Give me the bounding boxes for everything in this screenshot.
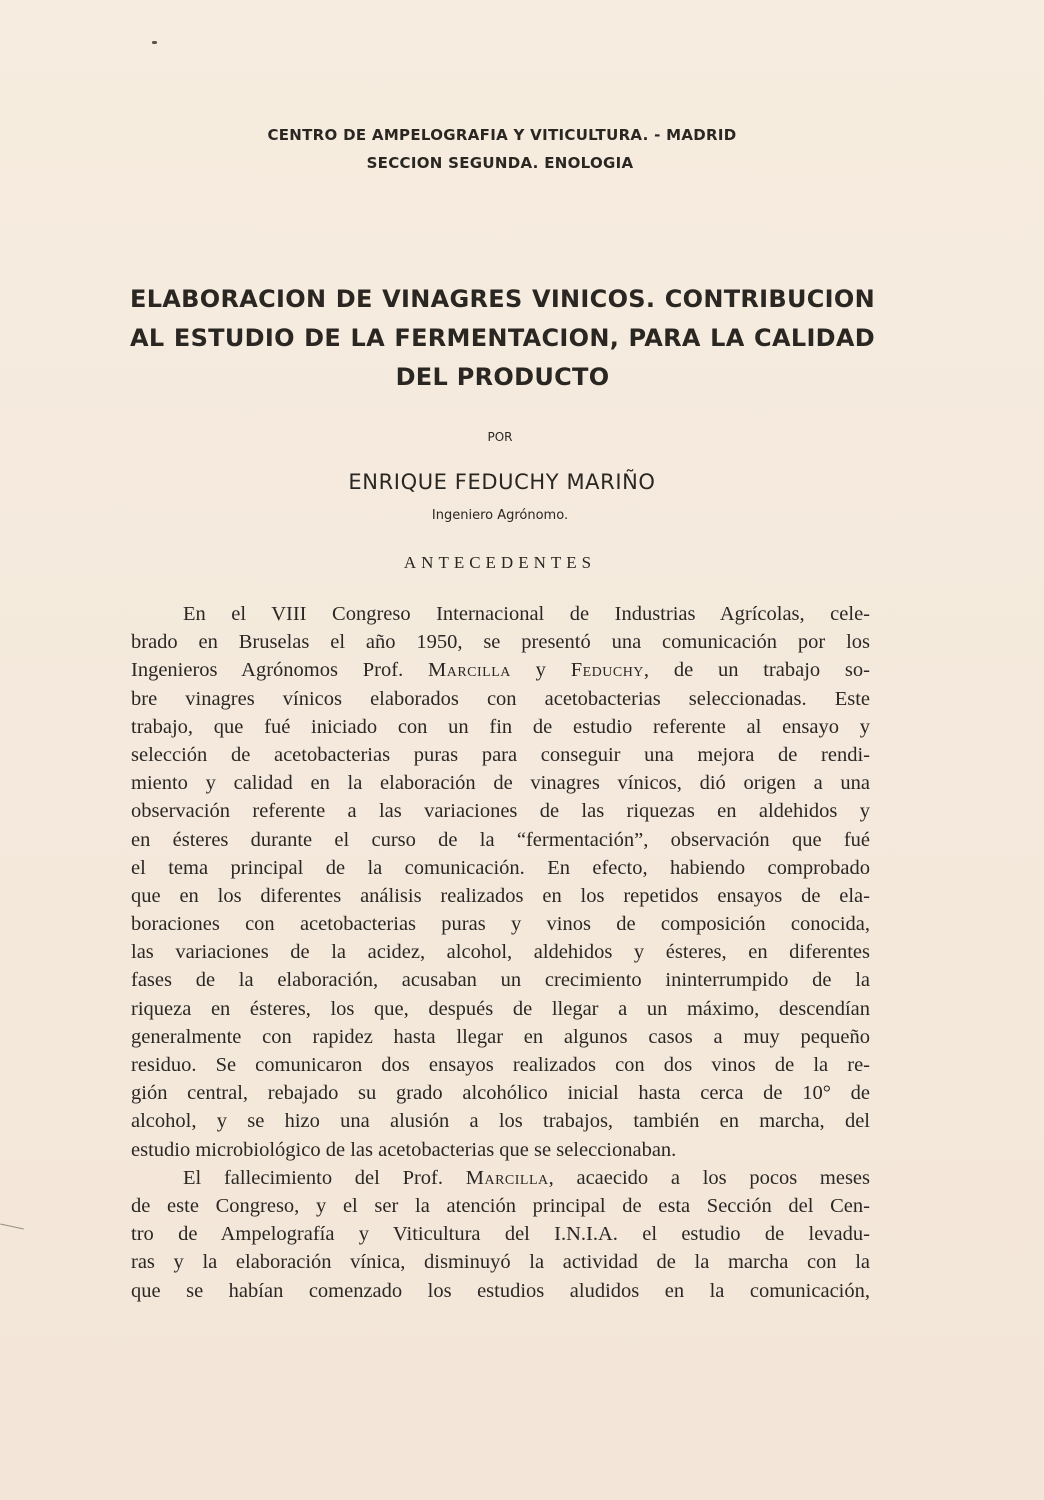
text-line: alcohol, y se hizo una alusión a los trabajos, también en marcha, del: [131, 1110, 870, 1133]
section-heading: ANTECEDENTES: [403, 553, 597, 572]
text-line: generalmente con rapidez hasta llegar en algunos casos a muy pequeño: [131, 1025, 870, 1048]
header-line-2: SECCION SEGUNDA. ENOLOGIA: [366, 154, 634, 172]
article-title: [130, 280, 875, 397]
title-line-1: ELABORACION DE VINAGRES VINICOS. CONTRIBUCION: [130, 285, 875, 313]
author-affiliation: Ingeniero Agrónomo.: [431, 508, 569, 523]
author-name: ENRIQUE FEDUCHY MARIÑO: [348, 470, 656, 494]
text-line: de este Congreso, y el ser la atención principal de esta Sección del Cen-: [131, 1194, 870, 1217]
text-line: ras y la elaboración vínica, disminuyó la actividad de la marcha con la: [131, 1251, 870, 1274]
text-line: trabajo, que fué iniciado con un fin de estudio referente al ensayo y: [131, 715, 870, 738]
text-line: En el VIII Congreso Internacional de Industrias Agrícolas, cele-: [183, 603, 870, 625]
margin-tick: [0, 1224, 24, 1230]
text-line: Ingenieros Agrónomos Prof. Marcilla y Feduchy, de un trabajo so-: [131, 659, 870, 682]
text-line: brado en Bruselas el año 1950, se presentó una comunicación por los: [131, 631, 870, 654]
text-line: observación referente a las variaciones de las riquezas en aldehidos y: [131, 800, 870, 823]
title-line-3: DEL PRODUCTO: [395, 363, 610, 391]
text-line: residuo. Se comunicaron dos ensayos realizados con dos vinos de la re-: [131, 1054, 870, 1076]
text-line: estudio microbiológico de las acetobacterias que se seleccionaban.: [131, 1138, 677, 1161]
text-line: gión central, rebajado su grado alcohólico inicial hasta cerca de 10° de: [131, 1082, 870, 1105]
text-line: el tema principal de la comunicación. En efecto, habiendo comprobado: [131, 856, 870, 879]
text-line: riqueza en ésteres, los que, después de llegar a un máximo, descendían: [131, 997, 870, 1020]
header-line-1: CENTRO DE AMPELOGRAFIA Y VITICULTURA. - MADRID: [267, 126, 737, 144]
text-line: bre vinagres vínicos elaborados con acetobacterias seleccionadas. Este: [131, 687, 870, 710]
text-line: que se habían comenzado los estudios aludidos en la comunicación,: [131, 1279, 870, 1302]
title-line-2: AL ESTUDIO DE LA FERMENTACION, PARA LA CALIDAD: [130, 324, 875, 352]
text-line: boraciones con acetobacterias puras y vinos de composición conocida,: [131, 913, 870, 936]
text-line: El fallecimiento del Prof. Marcilla, acaecido a los pocos meses: [183, 1166, 870, 1189]
text-line: que en los diferentes análisis realizados en los repetidos ensayos de ela-: [131, 884, 870, 907]
text-line: en ésteres durante el curso de la “fermentación”, observación que fué: [131, 828, 870, 851]
scan-speck: [152, 41, 157, 44]
text-line: fases de la elaboración, acusaban un crecimiento ininterrumpido de la: [131, 969, 870, 992]
text-line: las variaciones de la acidez, alcohol, aldehidos y ésteres, en diferentes: [131, 941, 870, 964]
body-text: [131, 600, 870, 1305]
by-label: POR: [487, 430, 513, 444]
text-line: selección de acetobacterias puras para conseguir una mejora de rendi-: [131, 743, 870, 766]
text-line: tro de Ampelografía y Viticultura del I.N.I.A. el estudio de levadu-: [131, 1223, 870, 1246]
text-line: miento y calidad en la elaboración de vinagres vínicos, dió origen a una: [131, 772, 870, 795]
